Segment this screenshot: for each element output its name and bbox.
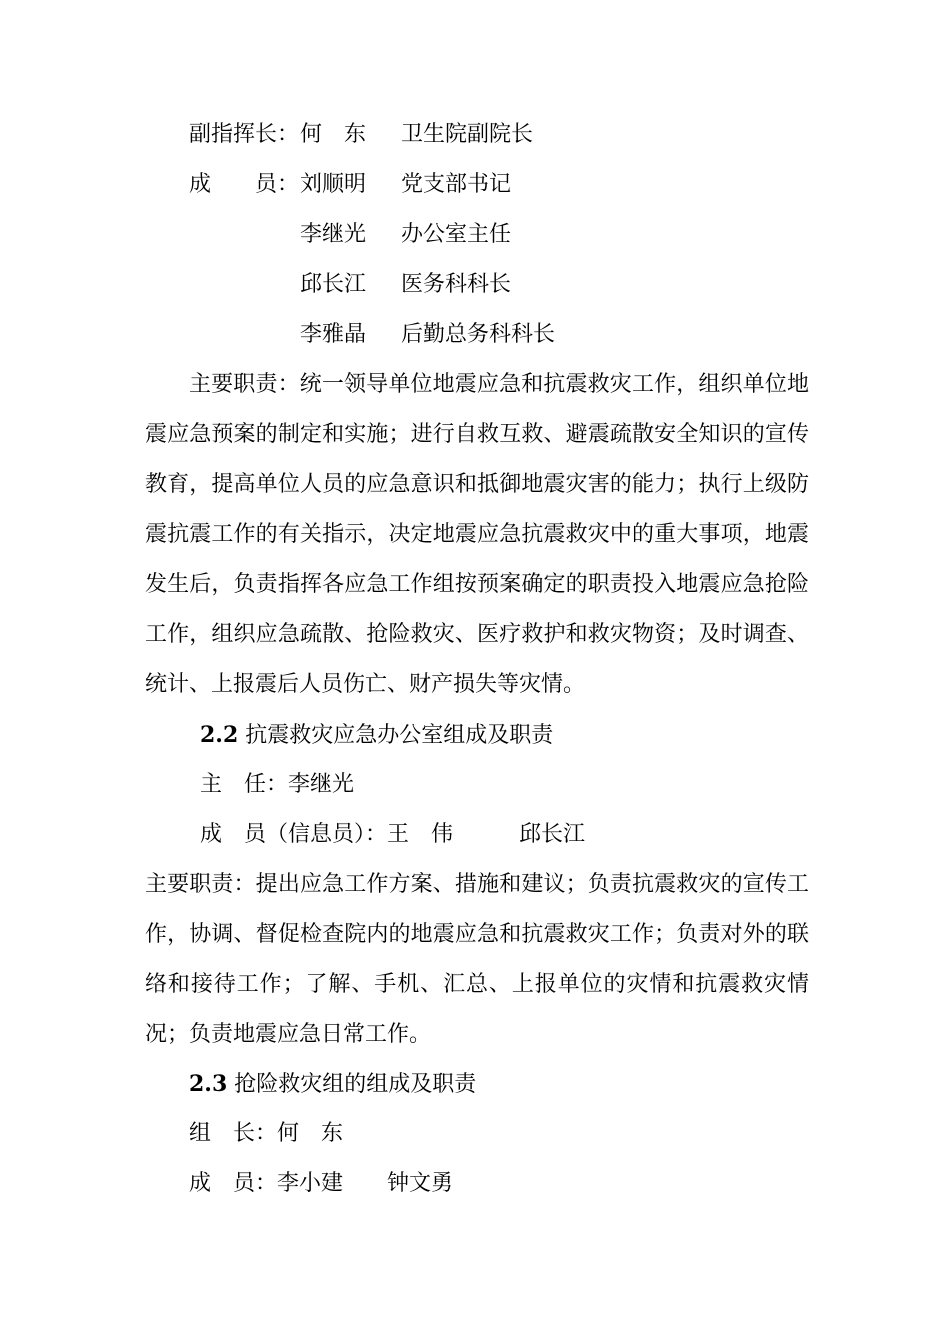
section-title: 抢险救灾组的组成及职责: [234, 1072, 477, 1097]
member-title: 办公室主任: [401, 222, 512, 247]
committee-duties-paragraph: 主要职责：统一领导单位地震应急和抗震救灾工作，组织单位地震应急预案的制定和实施；进行自救互救、避震疏散安全知识的宣传教育，提高单位人员的应急意识和抵御地震灾害的能力；执行上级防震抗震工作的有关指示，决定地震应急抗震救灾中的重大事项，地震发生后，负责指挥各应急工作组按预案确定的职责投入地震应急抢险工作，组织应急疏散、抢险救灾、医疗救护和救灾物资；及时调查、统计、上报震后人员伤亡、财产损失等灾情。: [145, 372, 809, 697]
deputy-label: 副指挥长：: [189, 122, 300, 147]
member-name: 刘顺明: [300, 172, 367, 197]
member-title: 党支部书记: [401, 172, 512, 197]
deputy-name: 何 东: [300, 122, 367, 147]
office-members-line: 成 员（信息员）：王 伟 邱长江: [200, 822, 586, 847]
member-name: 邱长江: [300, 272, 367, 297]
rescue-leader-line: 组 长：何 东: [189, 1121, 344, 1146]
section-title: 抗震救灾应急办公室组成及职责: [245, 723, 554, 748]
members-label: 成 员：: [189, 172, 300, 197]
section-2-3-heading: [189, 1059, 476, 1110]
member-name: 李继光: [300, 222, 367, 247]
member-title: 医务科科长: [401, 272, 512, 297]
section-number: 2.2: [200, 722, 239, 748]
section-number: 2.3: [189, 1071, 228, 1097]
deputy-title: 卫生院副院长: [401, 122, 534, 147]
member-title: 后勤总务科科长: [401, 322, 556, 347]
office-director-line: 主 任：李继光: [200, 772, 355, 797]
office-duties-paragraph: 主要职责：提出应急工作方案、措施和建议；负责抗震救灾的宣传工作，协调、督促检查院内的地震应急和抗震救灾工作；负责对外的联络和接待工作；了解、手机、汇总、上报单位的灾情和抗震救灾情况；负责地震应急日常工作。: [145, 872, 809, 1047]
rescue-members-line: 成 员：李小建 钟文勇: [189, 1171, 454, 1196]
section-2-2-heading: [200, 710, 553, 761]
member-name: 李雅晶: [300, 322, 367, 347]
